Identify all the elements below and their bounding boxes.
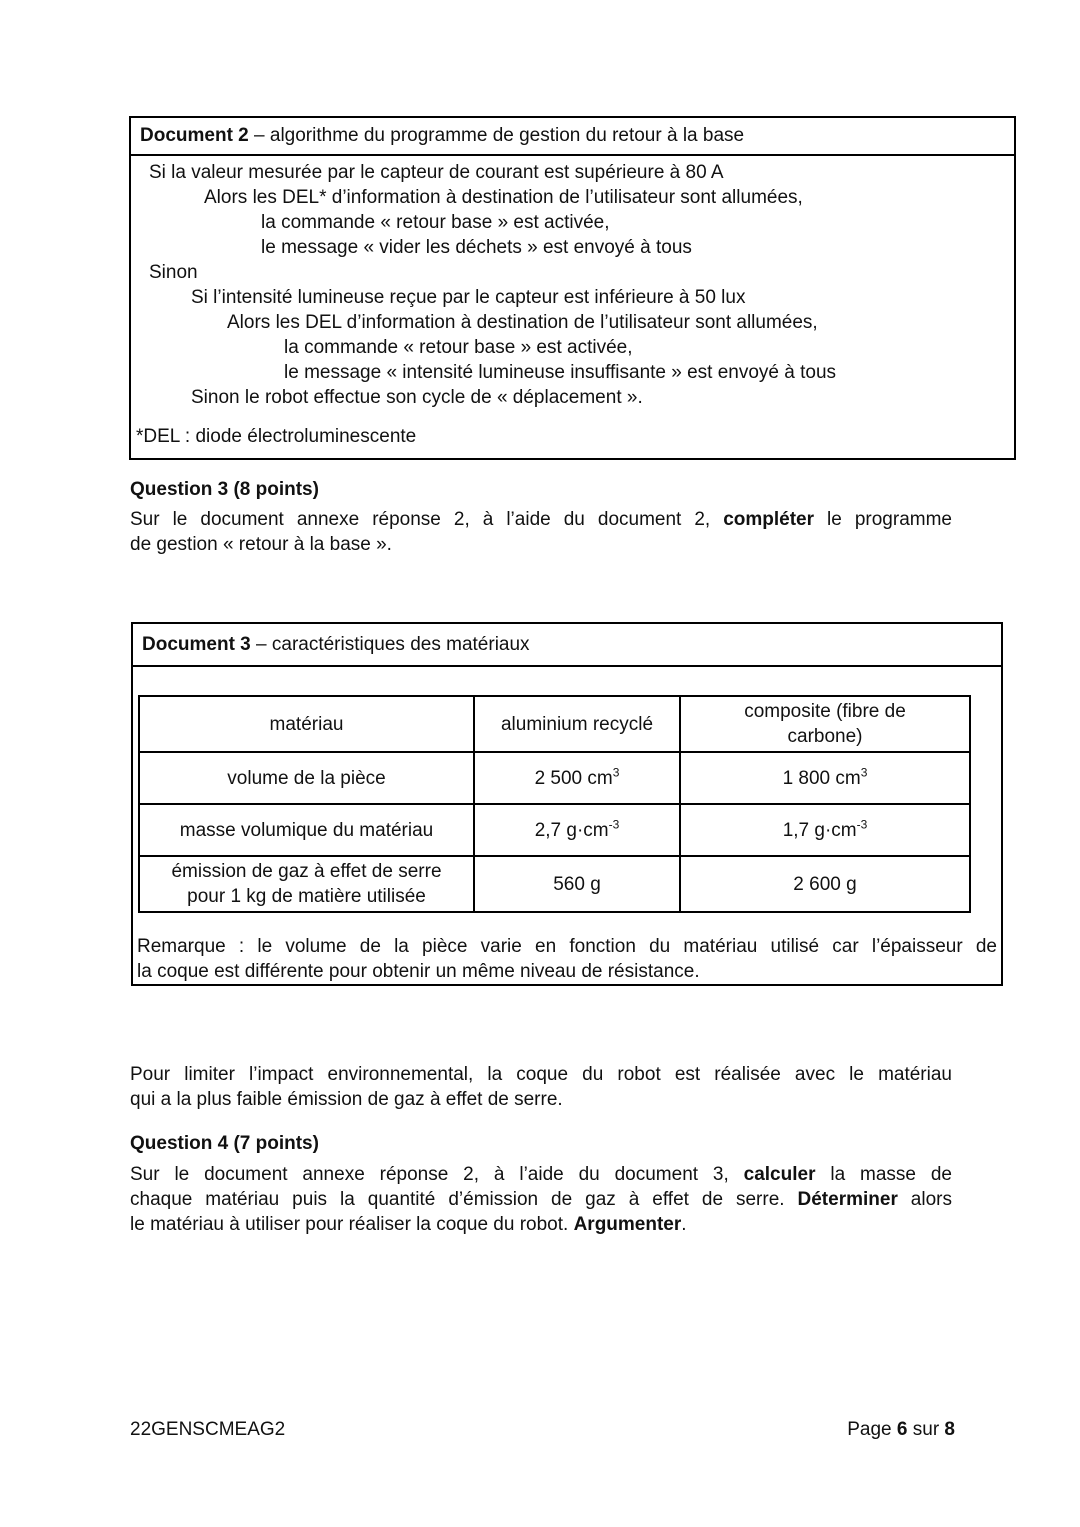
algo-line: Alors les DEL* d’information à destination de l’utilisateur sont allumées, [204,187,803,208]
algo-line: Sinon le robot effectue son cycle de « déplacement ». [191,387,643,408]
document-code: 22GENSCMEAG2 [130,1419,286,1440]
row-label: volume de la pièce [139,752,474,804]
table-row-volume [139,752,970,804]
table-remark [133,934,1001,984]
question-4-line: chaque matériau puis la quantité d’émission de gaz à effet de serre. Déterminer alors [130,1189,952,1210]
cell-value: 2,7 $g\cdot cm^{-3}$ [474,804,680,856]
algo-line: Si l’intensité lumineuse reçue par le capteur est inférieure à 50 lux [191,287,746,308]
row-label: masse volumique du matériau [139,804,474,856]
document-3-title: Document 3 – caractéristiques des matériaux [133,624,1001,667]
algo-line: le message « vider les déchets » est envoyé à tous [261,237,692,258]
document-2-title: Document 2 – algorithme du programme de gestion du retour à la base [131,118,1014,156]
document-3-box [131,622,1003,986]
question-4-line: le matériau à utiliser pour réaliser la coque du robot. Argumenter. [130,1214,687,1235]
question-3-text [130,507,952,557]
document-3-body [133,695,1001,984]
question-4-heading: Question 4 (7 points) [130,1133,319,1154]
algo-line: le message « intensité lumineuse insuffisante » est envoyé à tous [284,362,837,383]
question-3-line: Sur le document annexe réponse 2, à l’aide du document 2, compléter le programme [130,509,952,530]
algo-line: la commande « retour base » est activée, [284,337,633,358]
remark-line: Remarque : le volume de la pièce varie en fonction du matériau utilisé car l’épaisseur de [137,936,997,957]
row-label: émission de gaz à effet de serre pour 1 kg de matière utilisée [139,856,474,912]
cell-value: 1,7 $g\cdot cm^{-3}$ [680,804,970,856]
table-row-emission [139,856,970,912]
algo-line: Si la valeur mesurée par le capteur de courant est supérieure à 80 A [149,162,724,183]
header-cell-composite: composite (fibre de carbone) [680,696,970,752]
question-4-line: Sur le document annexe réponse 2, à l’aide du document 3, calculer la masse de [130,1164,952,1185]
algo-line: la commande « retour base » est activée, [261,212,610,233]
page-number: Page 6 sur 8 [847,1419,955,1440]
page-footer [130,1417,955,1442]
question-3-line: de gestion « retour à la base ». [130,534,392,555]
remark-line: la coque est différente pour obtenir un même niveau de résistance. [137,961,700,982]
materials-table [138,695,971,913]
paragraph-line: qui a la plus faible émission de gaz à effet de serre. [130,1089,563,1110]
cell-value: 560 g [474,856,680,912]
del-footnote: *DEL : diode électroluminescente [136,426,417,447]
document-2-box [129,116,1016,460]
algo-line: Sinon [149,262,198,283]
header-cell-aluminium: aluminium recyclé [474,696,680,752]
cell-value: 2 600 g [680,856,970,912]
question-3-heading: Question 3 (8 points) [130,479,319,500]
environmental-impact-paragraph [130,1062,952,1112]
table-row-masse-volumique [139,804,970,856]
table-header-row [139,696,970,752]
paragraph-line: Pour limiter l’impact environnemental, la coque du robot est réalisée avec le matériau [130,1064,952,1085]
algo-line: Alors les DEL d’information à destination de l’utilisateur sont allumées, [227,312,818,333]
question-4-text [130,1162,952,1237]
cell-value: 2 500 $cm^3$ [474,752,680,804]
header-cell-materiau: matériau [139,696,474,752]
cell-value: 1 800 $cm^3$ [680,752,970,804]
document-2-algorithm [131,156,1014,458]
